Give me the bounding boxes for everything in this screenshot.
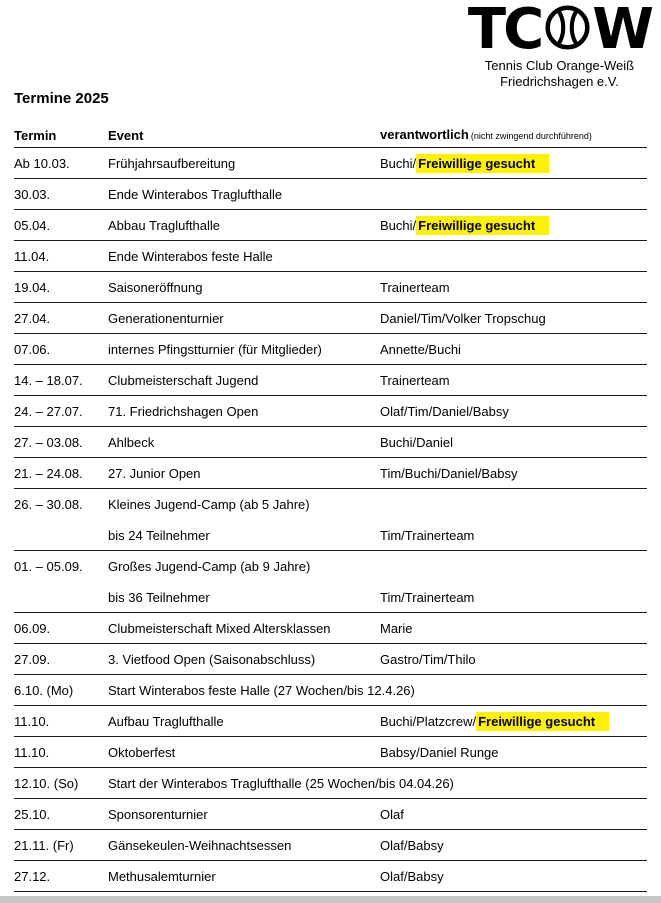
schedule-row xyxy=(14,675,647,706)
club-name-line2: Friedrichshagen e.V. xyxy=(500,74,619,89)
responsible-highlight: Freiwillige gesucht xyxy=(416,154,549,173)
event-line: Großes Jugend-Camp (ab 9 Jahre) xyxy=(108,559,311,574)
event-line: Oktoberfest xyxy=(108,745,176,760)
termin-cell: 12.10. (So) xyxy=(14,776,79,791)
event-line: Methusalemturnier xyxy=(108,869,216,884)
termin-cell: 21. – 24.08. xyxy=(14,466,83,481)
schedule-row xyxy=(14,489,647,551)
termin-cell: 27.12. xyxy=(14,869,51,884)
responsible-cell xyxy=(380,799,647,830)
termin-cell: 30.03. xyxy=(14,187,51,202)
responsible-text: Buchi/ xyxy=(380,156,417,171)
event-cell xyxy=(108,737,380,768)
responsible-text: Gastro/Tim/Thilo xyxy=(380,652,476,667)
responsible-text: Trainerteam xyxy=(380,373,450,388)
responsible-cell xyxy=(380,334,647,365)
event-cell xyxy=(108,241,380,272)
responsible-cell xyxy=(380,179,647,210)
event-cell xyxy=(108,427,380,458)
event-line: Ende Winterabos feste Halle xyxy=(108,249,273,264)
responsible-text: Daniel/Tim/Volker Tropschug xyxy=(380,311,546,326)
responsible-text: Olaf/Babsy xyxy=(380,838,444,853)
termin-cell: 07.06. xyxy=(14,342,51,357)
event-cell xyxy=(108,675,415,706)
event-cell xyxy=(108,489,380,551)
termin-cell: 11.10. xyxy=(14,714,50,729)
schedule-row xyxy=(14,799,647,830)
schedule-row xyxy=(14,210,647,241)
termin-cell: 27. – 03.08. xyxy=(14,435,83,450)
event-cell xyxy=(108,210,380,241)
schedule-row xyxy=(14,241,647,272)
responsible-text: Buchi/ xyxy=(380,218,417,233)
responsible-cell xyxy=(380,520,647,551)
termin-cell: Ab 10.03. xyxy=(14,156,70,171)
schedule-row xyxy=(14,706,647,737)
responsible-text: Trainerteam xyxy=(380,280,450,295)
event-cell xyxy=(108,706,380,737)
event-cell xyxy=(108,644,380,675)
event-cell xyxy=(108,458,380,489)
schedule-row xyxy=(14,458,647,489)
responsible-cell xyxy=(380,582,647,613)
logo-letter-w: W xyxy=(592,0,651,62)
event-cell xyxy=(108,830,380,861)
event-cell xyxy=(108,396,380,427)
responsible-text: Buchi/Platzcrew/ xyxy=(380,714,477,729)
event-cell xyxy=(108,799,380,830)
responsible-cell xyxy=(380,675,647,706)
responsible-cell xyxy=(380,396,647,427)
schedule-row xyxy=(14,830,647,861)
schedule-row xyxy=(14,396,647,427)
responsible-cell xyxy=(380,768,647,799)
event-line: Ende Winterabos Traglufthalle xyxy=(108,187,283,202)
responsible-text: Babsy/Daniel Runge xyxy=(380,745,499,760)
event-line: 27. Junior Open xyxy=(108,466,201,481)
responsible-text: Annette/Buchi xyxy=(380,342,461,357)
responsible-cell xyxy=(380,706,647,737)
event-line: Sponsorenturnier xyxy=(108,807,208,822)
event-cell xyxy=(108,551,380,613)
responsible-text: Tim/Trainerteam xyxy=(380,528,475,543)
responsible-text: Olaf xyxy=(380,807,404,822)
responsible-cell xyxy=(380,830,647,861)
termin-cell: 25.10. xyxy=(14,807,51,822)
event-line: Start Winterabos feste Halle (27 Wochen/bis 12.4.26) xyxy=(108,683,415,698)
responsible-text: Tim/Trainerteam xyxy=(380,590,475,605)
termin-cell: 21.11. (Fr) xyxy=(14,838,74,853)
responsible-text: Tim/Buchi/Daniel/Babsy xyxy=(380,466,518,481)
event-cell xyxy=(108,613,380,644)
event-cell xyxy=(108,861,380,892)
responsible-text: Buchi/Daniel xyxy=(380,435,453,450)
page-bottom-edge xyxy=(0,896,661,903)
responsible-cell xyxy=(380,148,647,179)
responsible-cell xyxy=(380,365,647,396)
header-verantwortlich-label: verantwortlich xyxy=(380,127,469,142)
responsible-cell xyxy=(380,737,647,768)
event-cell xyxy=(108,768,454,799)
responsible-text: Olaf/Tim/Daniel/Babsy xyxy=(380,404,509,419)
termin-cell: 27.09. xyxy=(14,652,51,667)
termin-cell: 24. – 27.07. xyxy=(14,404,83,419)
termin-cell: 14. – 18.07. xyxy=(14,373,83,388)
termin-cell: 27.04. xyxy=(14,311,51,326)
responsible-cell xyxy=(380,427,647,458)
schedule-row xyxy=(14,613,647,644)
logo-wordmark xyxy=(467,0,651,62)
schedule-row xyxy=(14,365,647,396)
schedule-row xyxy=(14,861,647,892)
responsible-cell xyxy=(380,613,647,644)
page-title: Termine 2025 xyxy=(14,90,109,107)
responsible-cell xyxy=(380,458,647,489)
responsible-cell xyxy=(380,861,647,892)
club-name-line1: Tennis Club Orange-Weiß xyxy=(484,58,635,73)
responsible-cell xyxy=(380,241,647,272)
termin-cell: 26. – 30.08. xyxy=(14,497,83,512)
logo-letters-tc: TC xyxy=(467,0,542,62)
event-line: bis 36 Teilnehmer xyxy=(108,590,210,605)
responsible-highlight: Freiwillige gesucht xyxy=(476,712,609,731)
header-event: Event xyxy=(108,128,144,143)
schedule-row xyxy=(14,148,647,179)
event-line: Saisoneröffnung xyxy=(108,280,203,295)
termin-cell: 05.04. xyxy=(14,218,51,233)
event-line: 3. Vietfood Open (Saisonabschluss) xyxy=(108,652,316,667)
schedule-row xyxy=(14,179,647,210)
event-cell xyxy=(108,272,380,303)
schedule-row xyxy=(14,272,647,303)
responsible-cell xyxy=(380,644,647,675)
header-verantwortlich xyxy=(380,124,647,147)
event-cell xyxy=(108,303,380,334)
event-line: Start der Winterabos Traglufthalle (25 Wochen/bis 04.04.26) xyxy=(108,776,454,791)
schedule-row xyxy=(14,768,647,799)
header-verantwortlich-note: (nicht zwingend durchführend) xyxy=(470,131,592,141)
event-line: Clubmeisterschaft Jugend xyxy=(108,373,259,388)
termin-cell: 06.09. xyxy=(14,621,51,636)
event-line: Clubmeisterschaft Mixed Altersklassen xyxy=(108,621,331,636)
responsible-text: Olaf/Babsy xyxy=(380,869,444,884)
event-line: bis 24 Teilnehmer xyxy=(108,528,210,543)
schedule-row xyxy=(14,644,647,675)
schedule-rows xyxy=(14,148,647,892)
event-cell xyxy=(108,334,380,365)
event-cell xyxy=(108,365,380,396)
schedule-row xyxy=(14,551,647,613)
tennis-ball-icon xyxy=(545,5,590,50)
responsible-highlight: Freiwillige gesucht xyxy=(416,216,549,235)
table-header-row xyxy=(14,122,647,148)
schedule-row xyxy=(14,737,647,768)
event-cell xyxy=(108,148,380,179)
event-line: Aufbau Traglufthalle xyxy=(108,714,224,729)
termin-cell: 01. – 05.09. xyxy=(14,559,83,574)
termin-cell: 19.04. xyxy=(14,280,51,295)
header-termin: Termin xyxy=(14,128,57,143)
schedule-table xyxy=(14,122,647,892)
schedule-row xyxy=(14,303,647,334)
club-logo xyxy=(468,2,651,90)
termin-cell: 11.04. xyxy=(14,249,50,264)
event-line: 71. Friedrichshagen Open xyxy=(108,404,259,419)
event-line: internes Pfingstturnier (für Mitglieder) xyxy=(108,342,322,357)
schedule-row xyxy=(14,334,647,365)
termin-cell: 6.10. (Mo) xyxy=(14,683,74,698)
responsible-text: Marie xyxy=(380,621,413,636)
event-line: Ahlbeck xyxy=(108,435,155,450)
schedule-row xyxy=(14,427,647,458)
event-line: Abbau Traglufthalle xyxy=(108,218,221,233)
responsible-cell xyxy=(380,210,647,241)
event-line: Frühjahrsaufbereitung xyxy=(108,156,236,171)
event-line: Gänsekeulen-Weihnachtsessen xyxy=(108,838,292,853)
termin-cell: 11.10. xyxy=(14,745,50,760)
responsible-cell xyxy=(380,272,647,303)
event-line: Kleines Jugend-Camp (ab 5 Jahre) xyxy=(108,497,310,512)
event-line: Generationenturnier xyxy=(108,311,224,326)
event-cell xyxy=(108,179,380,210)
responsible-cell xyxy=(380,303,647,334)
